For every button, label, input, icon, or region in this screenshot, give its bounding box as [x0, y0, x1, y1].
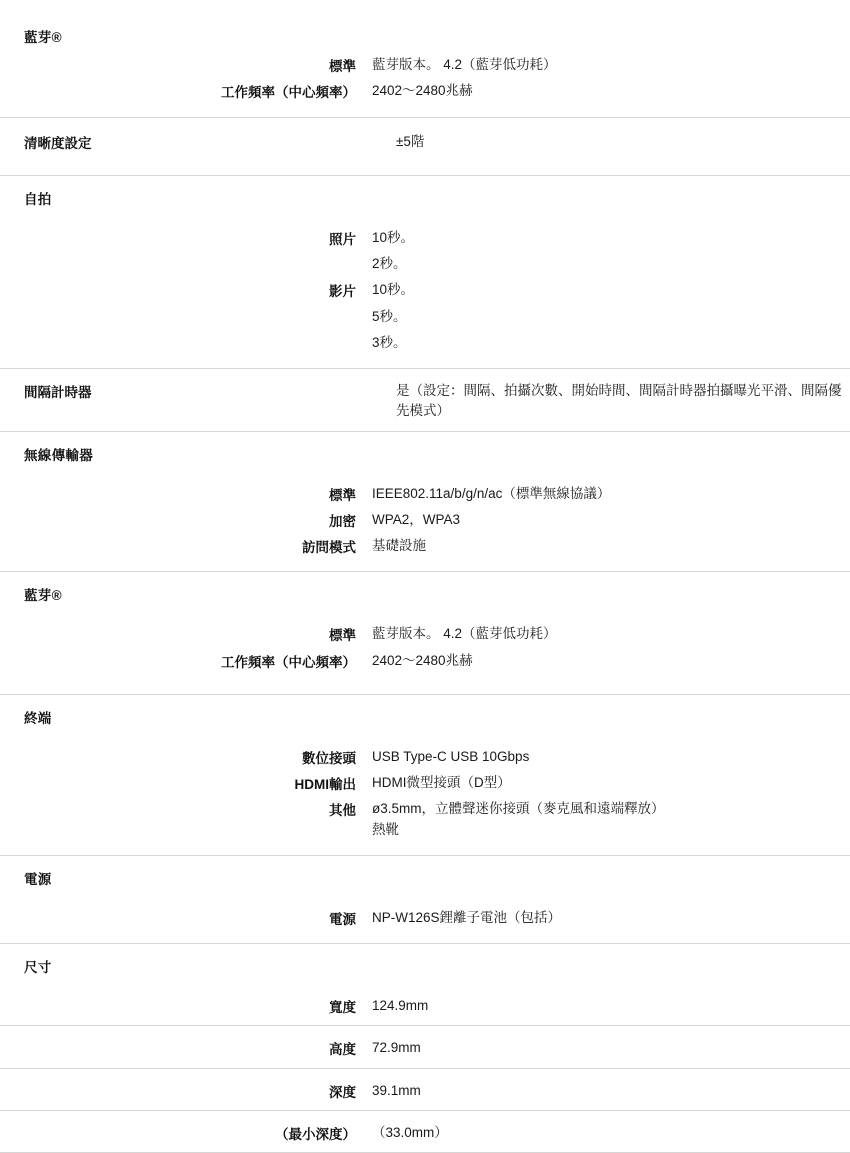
spec-row [0, 1069, 850, 1104]
spec-label: 訪問模式 [302, 540, 356, 555]
spec-label [0, 330, 364, 356]
spec-value-line: 熱靴 [372, 821, 399, 837]
section-title: 自拍 [24, 191, 52, 207]
spec-value [364, 251, 850, 277]
spec-section-bluetooth-2 [0, 572, 850, 694]
section-title: 電源 [24, 871, 52, 887]
spec-row [0, 78, 850, 104]
spec-label [0, 251, 364, 277]
spec-value: 2402～2480兆赫 [372, 652, 473, 668]
spec-label: 高度 [329, 1042, 356, 1058]
spec-row [0, 214, 850, 251]
spec-value: 124.9mm [372, 998, 429, 1013]
spec-section-clarity [0, 118, 850, 175]
spec-value: （33.0mm） [372, 1124, 448, 1140]
spec-row [0, 251, 850, 277]
spec-section-power [0, 856, 850, 943]
section-title: 無線傳輸器 [24, 447, 93, 463]
spec-row [0, 507, 850, 533]
section-title: 間隔計時器 [24, 385, 92, 400]
spec-label: 其他 [329, 803, 356, 819]
spec-label: 數位接頭 [302, 750, 356, 766]
spec-value: ±5階 [396, 133, 425, 149]
spec-value-line: 5秒。 [372, 308, 407, 324]
spec-label: 電源 [329, 911, 356, 927]
spec-row [0, 648, 850, 674]
spec-label: 工作頻率（中心頻率） [221, 654, 356, 670]
spec-value [364, 330, 850, 356]
spec-section-wireless [0, 432, 850, 572]
spec-label: 標準 [329, 59, 356, 74]
section-title: 終端 [24, 710, 52, 726]
spec-value: 2402～2480兆赫 [372, 83, 473, 99]
section-title: 藍芽® [24, 30, 62, 45]
spec-rows [0, 214, 850, 356]
spec-row [0, 369, 850, 425]
spec-section-terminals [0, 695, 850, 855]
spec-label: （最小深度） [275, 1126, 356, 1142]
spec-rows [0, 610, 850, 674]
spec-label: 標準 [329, 487, 356, 503]
spec-rows [0, 1026, 850, 1061]
spec-value-line: 10秒。 [372, 229, 415, 245]
spec-label: 影片 [329, 284, 356, 300]
spec-value: 藍芽版本。 4.2（藍芽低功耗） [372, 57, 557, 72]
spec-value-line: ø3.5mm，立體聲迷你接頭（麥克風和遠端釋放） [372, 801, 665, 817]
spec-section-dimensions [0, 944, 850, 1153]
spec-rows [0, 52, 850, 105]
spec-value [364, 304, 850, 330]
spec-rows [0, 982, 850, 1019]
spec-value: 39.1mm [372, 1082, 421, 1098]
spec-row [0, 470, 850, 507]
spec-value: USB Type-C USB 10Gbps [372, 748, 530, 764]
spec-label: 加密 [329, 513, 356, 529]
spec-value [364, 796, 850, 843]
spec-row [0, 610, 850, 647]
spec-label: 深度 [329, 1084, 356, 1100]
spec-value: WPA2，WPA3 [372, 511, 461, 527]
spec-rows [0, 1111, 850, 1146]
spec-label: 照片 [329, 231, 356, 247]
spec-row [0, 330, 850, 356]
spec-label: 標準 [329, 628, 356, 644]
spec-value-line: 3秒。 [372, 334, 407, 350]
spec-section-interval-timer [0, 369, 850, 431]
spec-value: 基礎設施 [372, 538, 426, 553]
spec-row [0, 770, 850, 796]
spec-row [0, 733, 850, 770]
spec-row [0, 1111, 850, 1146]
spec-label: 寬度 [329, 1000, 356, 1015]
spec-row [0, 982, 850, 1019]
spec-rows [0, 894, 850, 931]
spec-row [0, 52, 850, 78]
spec-rows [0, 733, 850, 843]
spec-row [0, 277, 850, 303]
spec-section-bluetooth-1 [0, 0, 850, 117]
spec-row [0, 118, 850, 155]
spec-row [0, 894, 850, 931]
spec-label: 工作頻率（中心頻率） [221, 85, 356, 101]
section-title: 清晰度設定 [24, 135, 92, 151]
spec-value-line: 10秒。 [372, 282, 415, 298]
spec-value: 是（設定：間隔、拍攝次數、開始時間、間隔計時器拍攝曝光平滑、間隔優先模式） [396, 383, 842, 419]
spec-label [0, 304, 364, 330]
spec-row [0, 796, 850, 843]
section-title: 藍芽® [24, 588, 62, 604]
spec-rows [0, 118, 850, 155]
spec-rows [0, 470, 850, 560]
spec-row [0, 533, 850, 559]
spec-value: 藍芽版本。 4.2（藍芽低功耗） [372, 626, 557, 642]
spec-value [364, 214, 850, 251]
spec-row [0, 304, 850, 330]
spec-rows [0, 369, 850, 425]
spec-value: 72.9mm [372, 1040, 421, 1056]
spec-row [0, 1026, 850, 1061]
section-title: 尺寸 [24, 960, 52, 975]
spec-value: NP-W126S鋰離子電池（包括） [372, 909, 562, 925]
spec-section-selftimer [0, 176, 850, 368]
spec-value-line: 2秒。 [372, 256, 407, 271]
spec-value: IEEE802.11a/b/g/n/ac（標準無線協議） [372, 485, 611, 501]
spec-value [364, 277, 850, 303]
spec-rows [0, 1069, 850, 1104]
spec-label: HDMI輸出 [294, 777, 356, 792]
spec-value: HDMI微型接頭（D型） [372, 775, 511, 790]
